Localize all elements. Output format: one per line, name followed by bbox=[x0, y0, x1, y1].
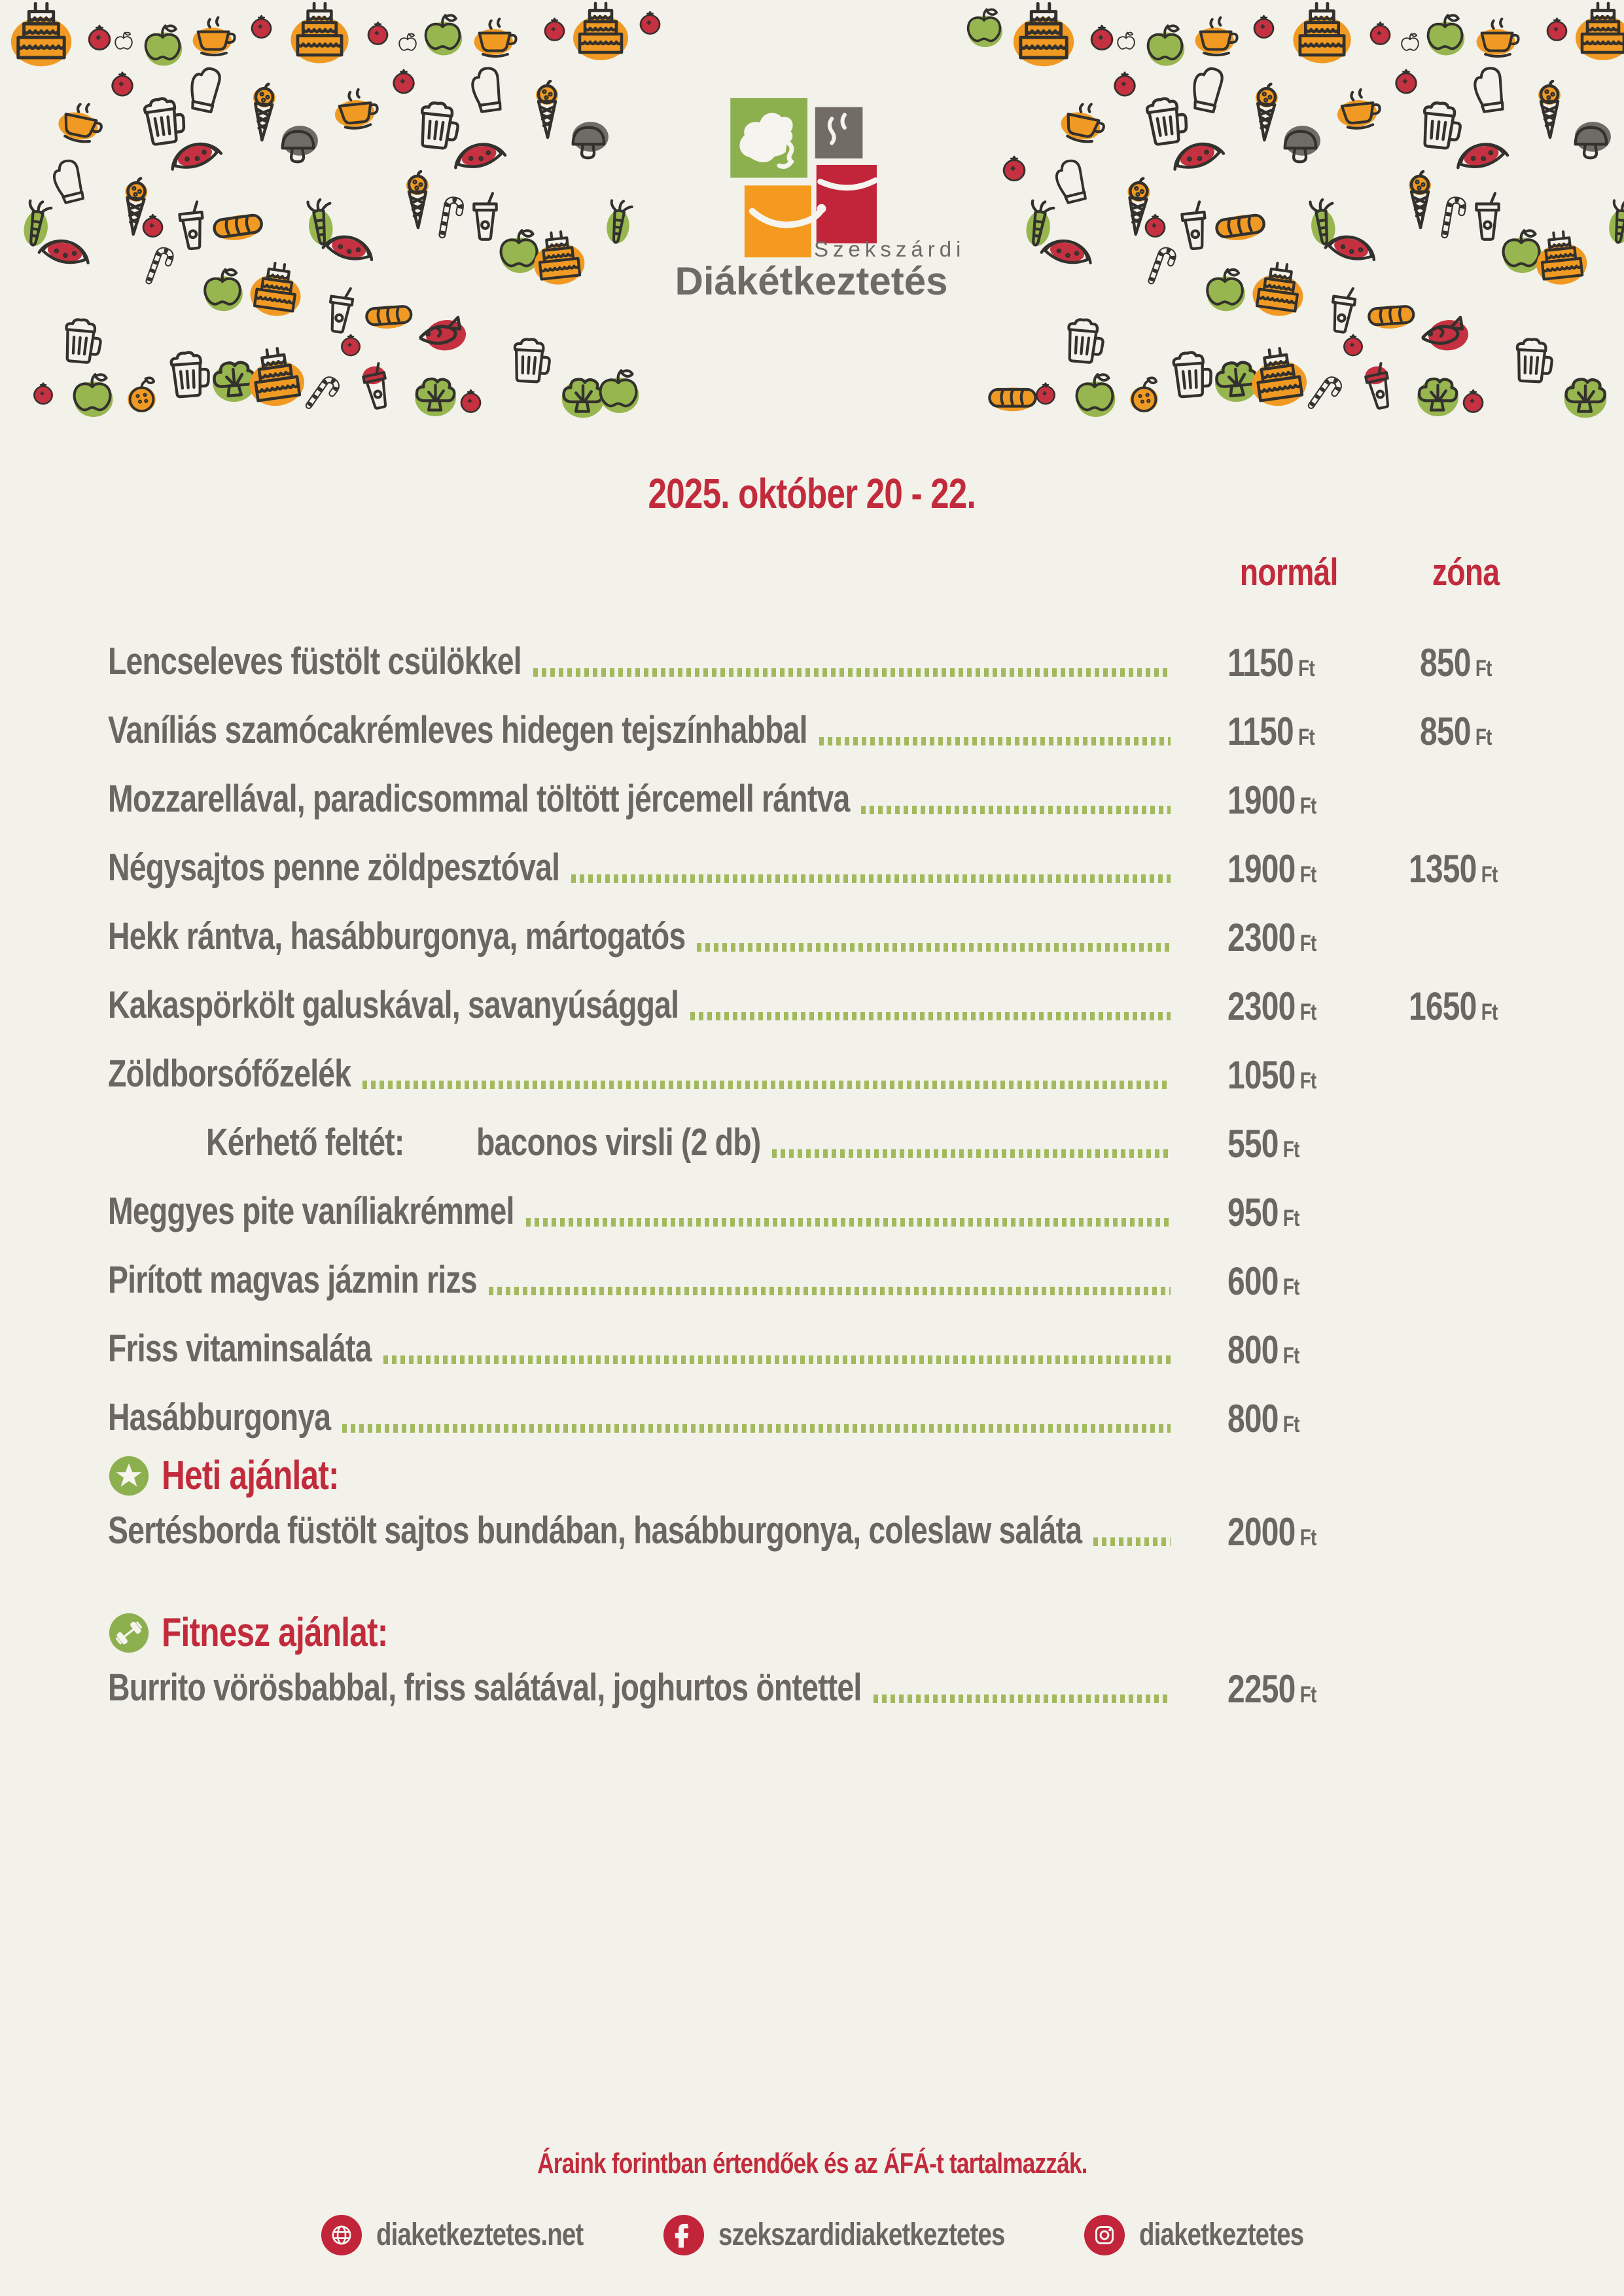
mush-doodle-icon bbox=[1269, 115, 1332, 177]
currency-label: Ft bbox=[1282, 1412, 1299, 1437]
website-label: diaketkeztetes.net bbox=[376, 2217, 584, 2252]
menu-item-name: Négysajtos penne zöldpesztóval bbox=[108, 846, 560, 889]
dotted-leader bbox=[874, 1695, 1171, 1703]
date-title: 2025. október 20 - 22. bbox=[648, 470, 976, 517]
menu-row bbox=[108, 1170, 1624, 1239]
menu-list bbox=[108, 620, 1624, 1452]
price-normal bbox=[1227, 1193, 1317, 1232]
tomato-doodle-icon bbox=[632, 4, 668, 40]
menu-item-name: Meggyes pite vaníliakrémmel bbox=[108, 1190, 514, 1233]
apple-doodle-icon bbox=[1112, 27, 1140, 55]
price-value: 2300 Ft bbox=[1227, 984, 1316, 1028]
currency-label: Ft bbox=[1481, 999, 1498, 1025]
melon-doodle-icon bbox=[1029, 214, 1105, 290]
currency-label: Ft bbox=[1475, 725, 1492, 750]
price-normal bbox=[1227, 709, 1336, 753]
price-normal bbox=[1227, 984, 1338, 1028]
price-zona bbox=[1363, 709, 1566, 753]
tomato-doodle-icon bbox=[1362, 14, 1398, 50]
dotted-leader bbox=[342, 1424, 1171, 1433]
logo-subtitle: Szekszárdi bbox=[814, 237, 966, 261]
menu-row bbox=[108, 1033, 1624, 1102]
price-zona bbox=[1363, 847, 1566, 891]
menu-item-name: Pirított magvas jázmin rizs bbox=[108, 1259, 477, 1302]
price-zona bbox=[1363, 643, 1566, 683]
facebook-label: szekszardidiaketkeztetes bbox=[718, 2217, 1005, 2252]
apple-doodle-icon bbox=[589, 360, 648, 419]
cake-doodle-icon bbox=[525, 226, 591, 292]
drink-doodle-icon bbox=[342, 352, 412, 422]
tomato-doodle-icon bbox=[1246, 8, 1282, 44]
menu-item-name: Vaníliás szamócakrémleves hidegen tejszínhabbal bbox=[108, 709, 807, 752]
mush-doodle-icon bbox=[557, 111, 620, 173]
tomato-doodle-icon bbox=[26, 376, 60, 410]
menu-item-name: Friss vitaminsaláta bbox=[108, 1327, 372, 1371]
cake-doodle-icon bbox=[1008, 0, 1080, 72]
price-value: 1900 Ft bbox=[1227, 847, 1316, 891]
column-header-zona: zóna bbox=[1432, 551, 1500, 594]
currency-label: Ft bbox=[1299, 862, 1316, 888]
dotted-leader bbox=[861, 806, 1171, 814]
weekly-special-row bbox=[108, 1490, 1624, 1558]
fitness-special-title: Fitnesz ajánlat: bbox=[162, 1610, 388, 1655]
menu-row bbox=[108, 1102, 1624, 1170]
currency-label: Ft bbox=[1282, 1206, 1299, 1231]
apple-doodle-icon bbox=[415, 5, 470, 61]
social-links bbox=[0, 2214, 1624, 2257]
globe-icon bbox=[320, 2214, 363, 2257]
tomato-doodle-icon bbox=[360, 14, 396, 50]
currency-label: Ft bbox=[1298, 656, 1315, 681]
facebook-link[interactable] bbox=[662, 2214, 1005, 2257]
price-normal: 2000 Ft bbox=[1227, 1510, 1316, 1554]
menu-row bbox=[108, 620, 1624, 689]
cake-doodle-icon bbox=[1528, 226, 1594, 292]
apple-doodle-icon bbox=[958, 0, 1010, 52]
mitten-doodle-icon bbox=[1456, 54, 1525, 122]
fish-doodle-icon bbox=[404, 293, 479, 368]
tomato-doodle-icon bbox=[334, 327, 368, 361]
price-value: 2300 Ft bbox=[1227, 916, 1316, 960]
tomato-doodle-icon bbox=[243, 8, 279, 44]
tomato-doodle-icon bbox=[1455, 382, 1491, 418]
menu-row bbox=[108, 758, 1624, 827]
dotted-leader bbox=[383, 1355, 1171, 1364]
website-link[interactable] bbox=[320, 2214, 583, 2257]
price-value: 800 Ft bbox=[1227, 1397, 1299, 1441]
bread-doodle-icon bbox=[981, 364, 1044, 426]
menu-row bbox=[108, 1239, 1624, 1308]
price-normal bbox=[1227, 847, 1338, 891]
menu-item-name: Zöldborsófőzelék bbox=[108, 1052, 351, 1096]
instagram-link[interactable] bbox=[1083, 2214, 1303, 2257]
special-item-name: Burrito vörösbabbal, friss salátával, joghurtos öntettel bbox=[108, 1666, 862, 1710]
broccoli-doodle-icon bbox=[1553, 367, 1617, 431]
mug-doodle-icon bbox=[1048, 305, 1116, 372]
price-value: 600 Ft bbox=[1227, 1259, 1299, 1303]
currency-label: Ft bbox=[1299, 931, 1316, 956]
menu-item-name: Kakaspörkölt galuskával, savanyúsággal bbox=[108, 984, 679, 1027]
cake-doodle-icon bbox=[5, 0, 77, 72]
dotted-leader bbox=[697, 943, 1171, 952]
currency-label: Ft bbox=[1299, 1068, 1316, 1094]
menu-row bbox=[108, 895, 1624, 964]
currency-label: Ft bbox=[1481, 862, 1498, 888]
menu-row bbox=[108, 1376, 1624, 1445]
vat-note: Áraink forintban értendőek és az ÁFÁ-t tartalmazzák. bbox=[537, 2147, 1087, 2179]
price-normal bbox=[1227, 1053, 1338, 1097]
special-item-name: Sertésborda füstölt sajtos bundában, hasábburgonya, coleslaw saláta bbox=[108, 1509, 1082, 1552]
price-value: 550 Ft bbox=[1227, 1122, 1299, 1166]
tomato-doodle-icon bbox=[1539, 10, 1575, 46]
menu-item-name: Lencseleves füstölt csülökkel bbox=[108, 640, 521, 683]
menu-row bbox=[108, 1308, 1624, 1376]
menu-row bbox=[108, 827, 1624, 895]
weekly-special-title: Heti ajánlat: bbox=[162, 1453, 339, 1498]
menu-item-name: Hasábburgonya bbox=[108, 1396, 331, 1439]
mitten-doodle-icon bbox=[454, 54, 522, 122]
price-normal bbox=[1227, 643, 1336, 683]
mush-doodle-icon bbox=[267, 115, 329, 177]
dotted-leader bbox=[533, 668, 1171, 677]
price-value: 1150 Ft bbox=[1227, 709, 1315, 753]
dotted-leader bbox=[772, 1149, 1171, 1158]
cake-doodle-icon bbox=[242, 257, 310, 325]
carrot-doodle-icon bbox=[586, 191, 651, 256]
price-normal bbox=[1227, 1259, 1317, 1303]
price-normal: 2250 Ft bbox=[1227, 1667, 1316, 1711]
apple-doodle-icon bbox=[1417, 5, 1473, 61]
menu-item-name: Mozzarellával, paradicsommal töltött jércemell rántva bbox=[108, 778, 850, 821]
bread-doodle-icon bbox=[1204, 187, 1277, 260]
instagram-label: diaketkeztetes bbox=[1139, 2217, 1304, 2252]
dotted-leader bbox=[1093, 1537, 1171, 1546]
currency-label: Ft bbox=[1299, 793, 1316, 819]
cake-doodle-icon bbox=[285, 0, 354, 69]
price-value: 850 Ft bbox=[1419, 709, 1492, 753]
dotted-leader bbox=[571, 874, 1171, 883]
currency-label: Ft bbox=[1298, 725, 1315, 750]
cake-doodle-icon bbox=[568, 0, 633, 65]
currency-label: Ft bbox=[1299, 999, 1316, 1025]
logo-title: Diákétkeztetés bbox=[675, 259, 948, 303]
column-header-normal: normál bbox=[1239, 551, 1338, 594]
facebook-icon bbox=[662, 2214, 705, 2257]
mush-doodle-icon bbox=[1560, 111, 1622, 173]
cake-doodle-icon bbox=[1244, 257, 1313, 325]
price-value: 1650 Ft bbox=[1409, 984, 1498, 1028]
drink-doodle-icon bbox=[1344, 352, 1414, 422]
price-value: 1150 Ft bbox=[1227, 641, 1315, 685]
carrot-doodle-icon bbox=[1589, 191, 1624, 256]
tomato-doodle-icon bbox=[537, 10, 573, 46]
currency-label: Ft bbox=[1475, 656, 1492, 681]
fish-doodle-icon bbox=[1406, 293, 1481, 368]
mug-doodle-icon bbox=[46, 305, 113, 372]
menu-item-name: Hekk rántva, hasábburgonya, mártogatós bbox=[108, 915, 686, 958]
price-zona bbox=[1363, 984, 1566, 1028]
price-normal bbox=[1227, 1328, 1317, 1372]
menu-item-prefix: Kérhető feltét: bbox=[206, 1121, 404, 1164]
cup-doodle-icon bbox=[323, 74, 389, 140]
price-value: 1350 Ft bbox=[1409, 847, 1498, 891]
currency-label: Ft bbox=[1282, 1137, 1299, 1162]
menu-item-name: baconos virsli (2 db) bbox=[476, 1121, 760, 1164]
cup-doodle-icon bbox=[1325, 74, 1391, 140]
price-normal bbox=[1227, 1124, 1317, 1164]
price-normal bbox=[1227, 1399, 1317, 1439]
dotted-leader bbox=[362, 1081, 1171, 1089]
price-value: 1050 Ft bbox=[1227, 1053, 1316, 1097]
dotted-leader bbox=[819, 737, 1171, 745]
price-value: 950 Ft bbox=[1227, 1191, 1299, 1234]
cake-doodle-icon bbox=[1288, 0, 1356, 69]
apple-doodle-icon bbox=[110, 27, 137, 55]
menu-row bbox=[108, 689, 1624, 758]
bread-doodle-icon bbox=[202, 187, 274, 260]
tomato-doodle-icon bbox=[453, 382, 489, 418]
price-normal bbox=[1227, 918, 1338, 958]
dotted-leader bbox=[489, 1287, 1171, 1295]
cake-doodle-icon bbox=[1570, 0, 1624, 65]
price-value: 850 Ft bbox=[1419, 641, 1492, 685]
instagram-icon bbox=[1083, 2214, 1126, 2257]
melon-doodle-icon bbox=[27, 214, 103, 290]
tomato-doodle-icon bbox=[1336, 327, 1370, 361]
fitness-special-row bbox=[108, 1647, 1624, 1715]
price-value: 800 Ft bbox=[1227, 1328, 1299, 1372]
currency-label: Ft bbox=[1282, 1343, 1299, 1369]
currency-label: Ft bbox=[1282, 1274, 1299, 1300]
menu-row bbox=[108, 964, 1624, 1033]
apple-doodle-icon bbox=[63, 364, 122, 423]
price-normal bbox=[1227, 778, 1338, 822]
apple-doodle-icon bbox=[1065, 364, 1124, 423]
price-value: 1900 Ft bbox=[1227, 778, 1316, 822]
tomato-doodle-icon bbox=[995, 148, 1034, 187]
dotted-leader bbox=[690, 1012, 1171, 1020]
dotted-leader bbox=[526, 1218, 1171, 1227]
